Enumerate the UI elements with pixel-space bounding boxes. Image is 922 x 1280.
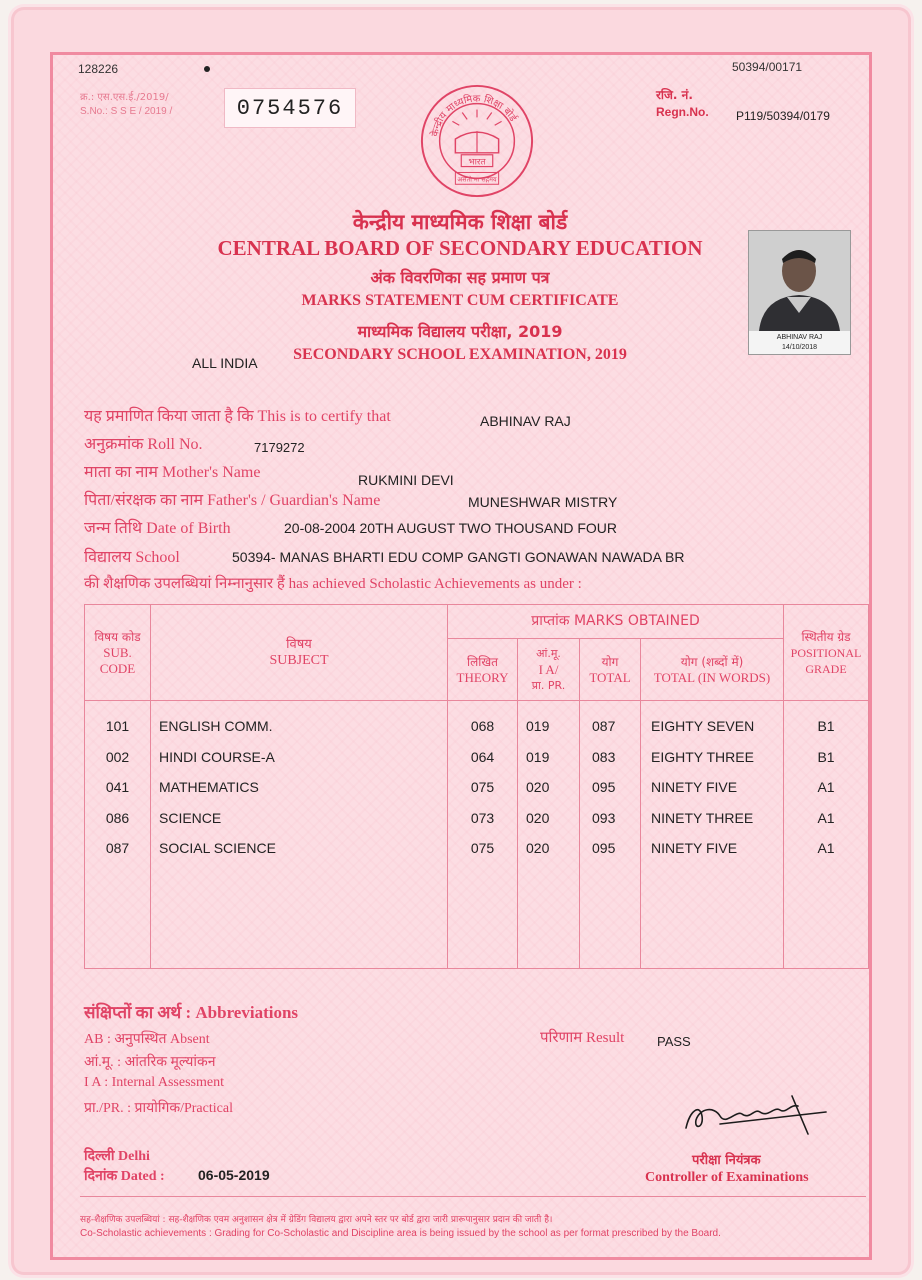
table-row-words: NINETY FIVE: [651, 779, 738, 795]
school-name: 50394- MANAS BHARTI EDU COMP GANGTI GONAWAN NAWADA BR: [232, 549, 685, 565]
marks-table: [84, 604, 869, 969]
table-row-subject: MATHEMATICS: [159, 779, 259, 795]
table-row-code: 041: [105, 779, 130, 795]
mother-name: RUKMINI DEVI: [358, 472, 454, 488]
abbreviations-title: संक्षिप्तों का अर्थ : Abbreviations: [84, 1003, 299, 1022]
doc-title-hindi: अंक विवरणिका सह प्रमाण पत्र: [370, 268, 550, 287]
table-row-code: 101: [105, 718, 130, 734]
roll-label: अनुक्रमांक Roll No.: [84, 436, 203, 453]
table-row-grade: B1: [817, 718, 835, 734]
top-right-number: 50394/00171: [732, 60, 803, 74]
words-column: [641, 701, 784, 969]
regn-label-hindi: रजि. नं.: [656, 88, 693, 102]
table-row-total: 087: [592, 718, 616, 734]
table-row-code: 086: [105, 809, 130, 826]
table-row-grade: B1: [817, 748, 835, 765]
header-subject: विषय SUBJECT: [151, 605, 448, 701]
table-row-theory: 075: [470, 779, 495, 795]
controller-title-english: Controller of Examinations: [645, 1170, 809, 1185]
cbse-emblem-icon: [418, 82, 536, 200]
table-row-ia: 019: [526, 718, 550, 734]
abbr-ia-english: I A : Internal Assessment: [84, 1075, 224, 1090]
header-sub-code: विषय कोड SUB. CODE: [85, 605, 151, 701]
exam-title-english: SECONDARY SCHOOL EXAMINATION, 2019: [293, 346, 627, 363]
signature-icon: [680, 1090, 830, 1140]
total-column: [580, 701, 641, 969]
result-value: PASS: [657, 1034, 691, 1049]
exam-title-hindi: माध्यमिक विद्यालय परीक्षा, 2019: [357, 322, 563, 341]
table-row-subject: HINDI COURSE-A: [159, 748, 275, 765]
mother-label: माता का नाम Mother's Name: [84, 464, 261, 481]
co-scholastic-note-hindi: सह-शैक्षणिक उपलब्धियां : सह-शैक्षणिक एवम अनुशासन क्षेत्र में ग्रेडिंग विद्यालय द्वारा अपने स्तर पर बोर्ड द्वारा जारी प्रारूपानुसार प्रदान की जाती है।: [80, 1215, 553, 1225]
table-row-ia: 020: [526, 809, 550, 826]
place-label: दिल्ली Delhi: [84, 1149, 150, 1164]
photo-caption-date: 14/10/2018: [781, 344, 818, 351]
school-label: विद्यालय School: [84, 549, 180, 566]
abbr-ia-hindi: आं.मू. : आंतरिक मूल्यांकन: [84, 1055, 216, 1070]
table-row-theory: 073: [470, 809, 495, 826]
student-name: ABHINAV RAJ: [480, 413, 571, 429]
header-marks-obtained: प्राप्तांक MARKS OBTAINED: [448, 605, 784, 639]
table-row-subject: SCIENCE: [159, 809, 222, 826]
roll-number: 7179272: [254, 440, 305, 455]
table-row-words: NINETY THREE: [651, 809, 754, 826]
header-theory: लिखित THEORY: [448, 639, 518, 701]
achievements-label: की शैक्षणिक उपलब्धियां निम्नानुसार हैं has achieved Scholastic Achievements as under :: [84, 576, 582, 592]
table-row-ia: 020: [526, 840, 550, 856]
table-row-ia: 020: [526, 779, 550, 795]
table-row-grade: A1: [817, 809, 835, 826]
table-row-total: 095: [592, 779, 616, 795]
issue-date: 06-05-2019: [198, 1167, 270, 1183]
photo-caption-name: ABHINAV RAJ: [776, 334, 823, 341]
board-title-english: CENTRAL BOARD OF SECONDARY EDUCATION: [217, 236, 703, 260]
header-total: योग TOTAL: [580, 639, 641, 701]
result-label: परिणाम Result: [540, 1030, 625, 1046]
table-row-total: 093: [592, 809, 616, 826]
emblem-ring-text: केन्द्रीय माध्यमिक शिक्षा बोर्ड: [429, 93, 519, 138]
punch-dot: [204, 66, 210, 72]
table-row-total: 095: [592, 840, 616, 856]
controller-title-hindi: परीक्षा नियंत्रक: [692, 1153, 761, 1168]
serial-number: 0754576: [224, 88, 356, 128]
table-row-words: NINETY FIVE: [651, 840, 738, 856]
abbr-practical: प्रा./PR. : प्रायोगिक/Practical: [84, 1101, 233, 1116]
codes-column: [85, 701, 151, 969]
sno-label-hindi: क्र.: एस.एस.ई./2019/: [80, 92, 169, 103]
header-ia-pr: आं.मू. I A/ प्रा. PR.: [518, 639, 580, 701]
table-row-ia: 019: [526, 748, 550, 765]
subjects-column: [151, 701, 448, 969]
table-row-theory: 075: [470, 840, 495, 856]
table-row-theory: 064: [470, 748, 495, 765]
father-label: पिता/संरक्षक का नाम Father's / Guardian's Name: [84, 492, 381, 509]
grade-column: [784, 701, 869, 969]
student-photo: [748, 230, 851, 355]
top-left-number: 128226: [78, 62, 119, 76]
region-label: ALL INDIA: [192, 355, 258, 371]
table-row-code: 002: [105, 748, 130, 765]
header-total-words: योग (शब्दों में) TOTAL (IN WORDS): [641, 639, 784, 701]
marks-body: [85, 701, 869, 969]
dob-label: जन्म तिथि Date of Birth: [84, 520, 231, 537]
header-positional-grade: स्थितीय ग्रेड POSITIONAL GRADE: [784, 605, 869, 701]
table-row-words: EIGHTY THREE: [651, 748, 754, 765]
table-row-grade: A1: [817, 779, 835, 795]
emblem-bharat-text: भारत: [468, 157, 486, 168]
footer-divider: [80, 1196, 866, 1197]
table-row-words: EIGHTY SEVEN: [651, 718, 755, 734]
theory-column: [448, 701, 518, 969]
sno-label-english: S.No.: S S E / 2019 /: [80, 106, 173, 117]
table-row-subject: ENGLISH COMM.: [159, 718, 273, 734]
doc-title-english: MARKS STATEMENT CUM CERTIFICATE: [301, 292, 619, 309]
abbr-absent: AB : अनुपस्थित Absent: [84, 1032, 210, 1047]
father-name: MUNESHWAR MISTRY: [468, 494, 618, 510]
table-row-grade: A1: [817, 840, 835, 856]
emblem-motto: असतो मा सद्गमय: [457, 175, 497, 184]
co-scholastic-note-english: Co-Scholastic achievements : Grading for Co-Scholastic and Discipline area is being issued by the school as per format prescribed by the Board.: [80, 1228, 721, 1239]
regn-number: P119/50394/0179: [736, 109, 830, 123]
dated-label: दिनांक Dated :: [84, 1169, 165, 1184]
date-of-birth: 20-08-2004 20TH AUGUST TWO THOUSAND FOUR: [284, 520, 617, 536]
table-row-code: 087: [105, 840, 130, 856]
certify-label: यह प्रमाणित किया जाता है कि This is to certify that: [84, 408, 391, 425]
table-row-theory: 068: [470, 718, 495, 734]
board-title-hindi: केन्द्रीय माध्यमिक शिक्षा बोर्ड: [352, 210, 568, 234]
table-row-subject: SOCIAL SCIENCE: [159, 840, 276, 856]
table-row-total: 083: [592, 748, 616, 765]
regn-label-english: Regn.No.: [656, 105, 709, 119]
student-silhouette-icon: [749, 231, 850, 331]
ia-column: [518, 701, 580, 969]
